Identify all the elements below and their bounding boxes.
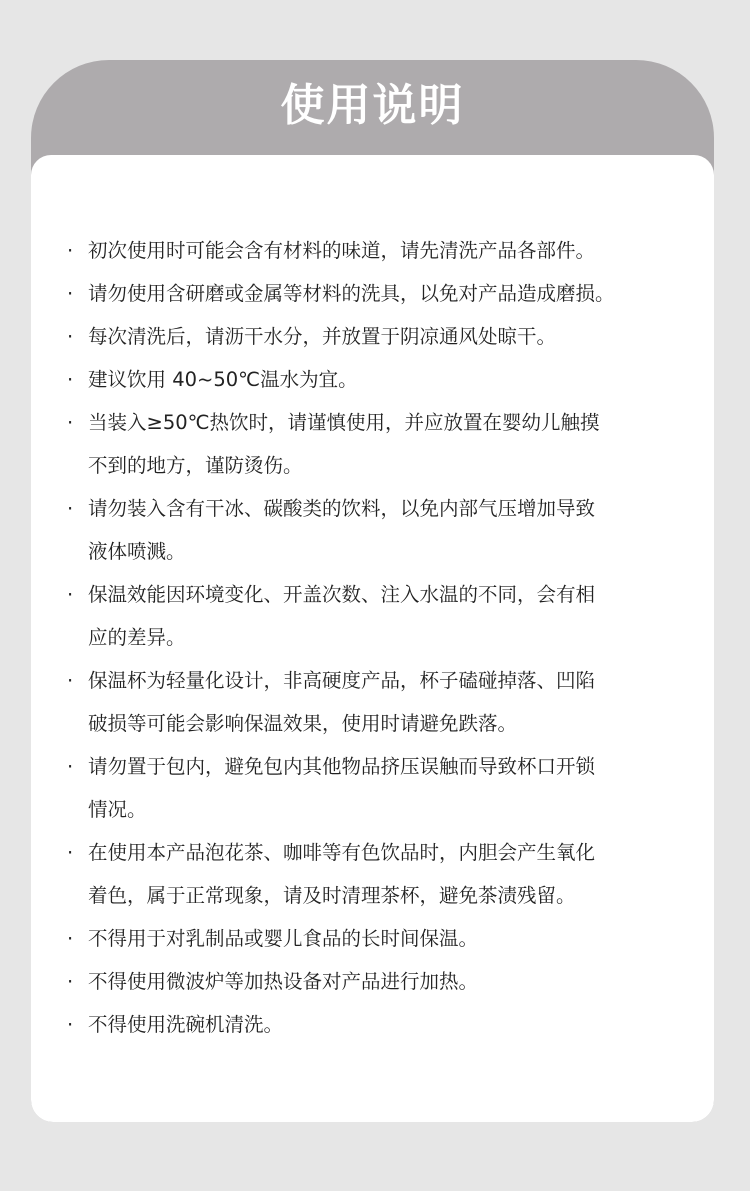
bullet-dot: · xyxy=(67,411,74,434)
instruction-text: 不得使用洗碗机清洗。 xyxy=(88,1013,284,1036)
instructions-list xyxy=(67,229,697,1046)
bullet-dot: · xyxy=(67,282,74,305)
instruction-item xyxy=(67,831,697,917)
instruction-text: 请勿置于包内，避免包内其他物品挤压误触而导致杯口开锁 xyxy=(88,755,596,778)
instruction-text: 保温效能因环境变化、开盖次数、注入水温的不同，会有相 xyxy=(88,583,596,606)
bullet-dot: · xyxy=(67,755,74,778)
instruction-text: 初次使用时可能会含有材料的味道，请先清洗产品各部件。 xyxy=(88,239,596,262)
instruction-text: 建议饮用 40~50℃温水为宜。 xyxy=(88,368,358,391)
page-title: 使用说明 xyxy=(280,80,465,131)
bullet-dot: · xyxy=(67,841,74,864)
bullet-dot: · xyxy=(67,1013,74,1036)
instruction-text: 每次清洗后，请沥干水分，并放置于阴凉通风处晾干。 xyxy=(88,325,557,348)
instructions-body xyxy=(31,155,714,1122)
instruction-item xyxy=(67,917,697,960)
instruction-text: 保温杯为轻量化设计，非高硬度产品，杯子磕碰掉落、凹陷 xyxy=(88,669,596,692)
instruction-text: 请勿使用含研磨或金属等材料的洗具，以免对产品造成磨损。 xyxy=(88,282,615,305)
bullet-dot: · xyxy=(67,970,74,993)
instruction-item xyxy=(67,745,697,831)
instructions-card xyxy=(31,60,714,1122)
instruction-text: 应的差异。 xyxy=(88,626,186,649)
instruction-item xyxy=(67,960,697,1003)
instruction-text: 不得用于对乳制品或婴儿食品的长时间保温。 xyxy=(88,927,479,950)
instruction-item xyxy=(67,487,697,573)
instruction-text: 情况。 xyxy=(88,798,147,821)
bullet-dot: · xyxy=(67,927,74,950)
instruction-text: 当装入≥50℃热饮时，请谨慎使用，并应放置在婴幼儿触摸 xyxy=(88,411,600,434)
instruction-text: 不得使用微波炉等加热设备对产品进行加热。 xyxy=(88,970,479,993)
bullet-dot: · xyxy=(67,239,74,262)
instruction-text: 着色，属于正常现象，请及时清理茶杯，避免茶渍残留。 xyxy=(88,884,576,907)
instruction-item xyxy=(67,272,697,315)
instruction-item xyxy=(67,573,697,659)
instruction-item xyxy=(67,401,697,487)
bullet-dot: · xyxy=(67,669,74,692)
instruction-text: 液体喷溅。 xyxy=(88,540,186,563)
bullet-dot: · xyxy=(67,583,74,606)
instruction-item xyxy=(67,358,697,401)
bullet-dot: · xyxy=(67,497,74,520)
instruction-text: 请勿装入含有干冰、碳酸类的饮料，以免内部气压增加导致 xyxy=(88,497,596,520)
instruction-text: 破损等可能会影响保温效果，使用时请避免跌落。 xyxy=(88,712,518,735)
instruction-item xyxy=(67,659,697,745)
instruction-item xyxy=(67,315,697,358)
instruction-text: 不到的地方，谨防烫伤。 xyxy=(88,454,303,477)
instruction-item xyxy=(67,229,697,272)
instruction-item xyxy=(67,1003,697,1046)
bullet-dot: · xyxy=(67,325,74,348)
instruction-text: 在使用本产品泡花茶、咖啡等有色饮品时，内胆会产生氧化 xyxy=(88,841,596,864)
bullet-dot: · xyxy=(67,368,74,391)
